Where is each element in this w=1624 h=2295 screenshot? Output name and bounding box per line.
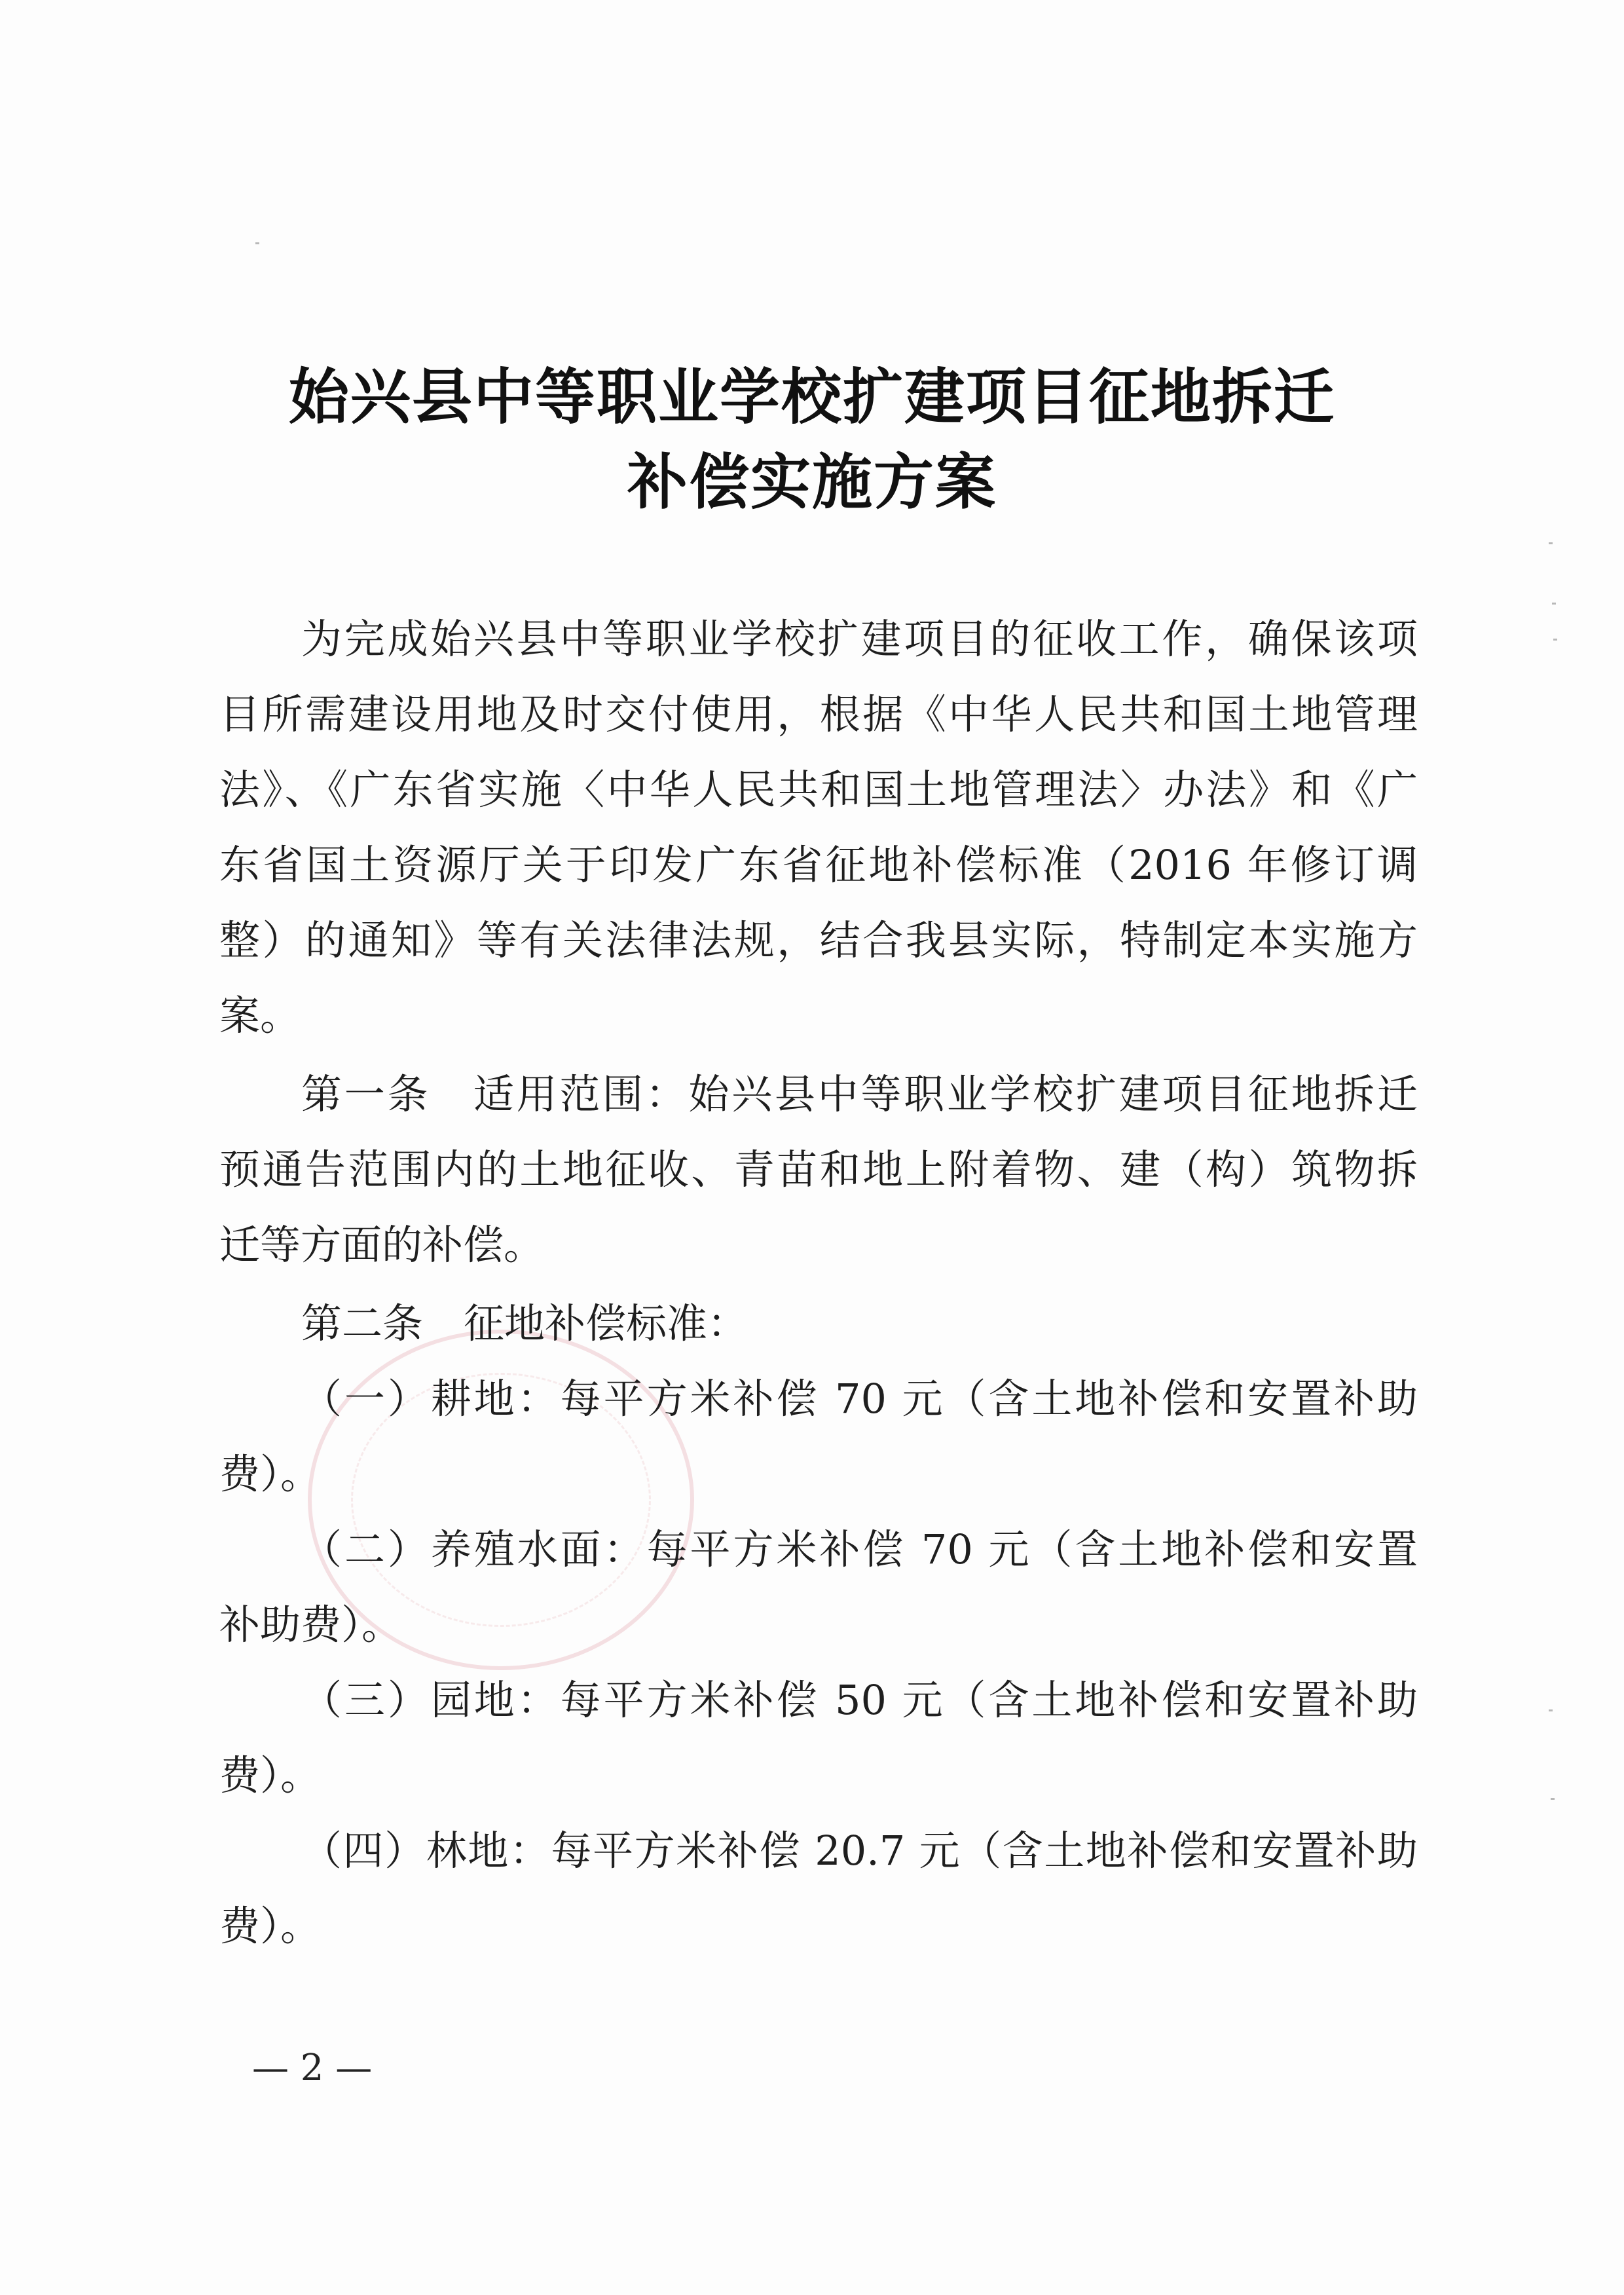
scan-speck — [1549, 1709, 1553, 1711]
document-title-line-2: 补偿实施方案 — [627, 447, 997, 517]
item3-line-1: （三）园地：每平方米补偿 50 元（含土地补偿和安置补助 — [301, 1676, 1418, 1724]
page-number: — 2 — — [252, 2047, 373, 2089]
scan-speck — [1552, 603, 1556, 605]
article1-line-3: 迁等方面的补偿。 — [219, 1221, 545, 1269]
intro-line-1: 为完成始兴县中等职业学校扩建项目的征收工作，确保该项 — [301, 615, 1418, 663]
article2-heading: 第二条 征地补偿标准： — [301, 1299, 748, 1347]
intro-line-4: 东省国土资源厅关于印发广东省征地补偿标准（2016 年修订调 — [219, 841, 1418, 889]
intro-line-6: 案。 — [219, 992, 301, 1039]
intro-line-2: 目所需建设用地及时交付使用，根据《中华人民共和国土地管理 — [219, 690, 1418, 738]
scan-speck — [1551, 1798, 1555, 1800]
intro-line-5: 整）的通知》等有关法律法规，结合我县实际，特制定本实施方 — [219, 916, 1418, 964]
article1-line-2: 预通告范围内的土地征收、青苗和地上附着物、建（构）筑物拆 — [219, 1146, 1418, 1193]
article1-line-1: 第一条 适用范围：始兴县中等职业学校扩建项目征地拆迁 — [301, 1070, 1418, 1118]
item4-line-1: （四）林地：每平方米补偿 20.7 元（含土地补偿和安置补助 — [301, 1827, 1418, 1875]
item3-line-2: 费）。 — [219, 1751, 322, 1799]
document-title-line-1: 始兴县中等职业学校扩建项目征地拆迁 — [288, 362, 1335, 432]
scan-speck — [1553, 639, 1557, 641]
item4-line-2: 费）。 — [219, 1902, 322, 1950]
item1-line-2: 费）。 — [219, 1450, 322, 1498]
scan-speck — [255, 242, 259, 244]
item1-line-1: （一）耕地：每平方米补偿 70 元（含土地补偿和安置补助 — [301, 1375, 1418, 1423]
item2-line-2: 补助费）。 — [219, 1601, 403, 1649]
scan-speck — [1549, 542, 1553, 544]
item2-line-1: （二）养殖水面：每平方米补偿 70 元（含土地补偿和安置 — [301, 1525, 1418, 1573]
intro-line-3: 法》、《广东省实施〈中华人民共和国土地管理法〉办法》和《广 — [219, 766, 1418, 813]
